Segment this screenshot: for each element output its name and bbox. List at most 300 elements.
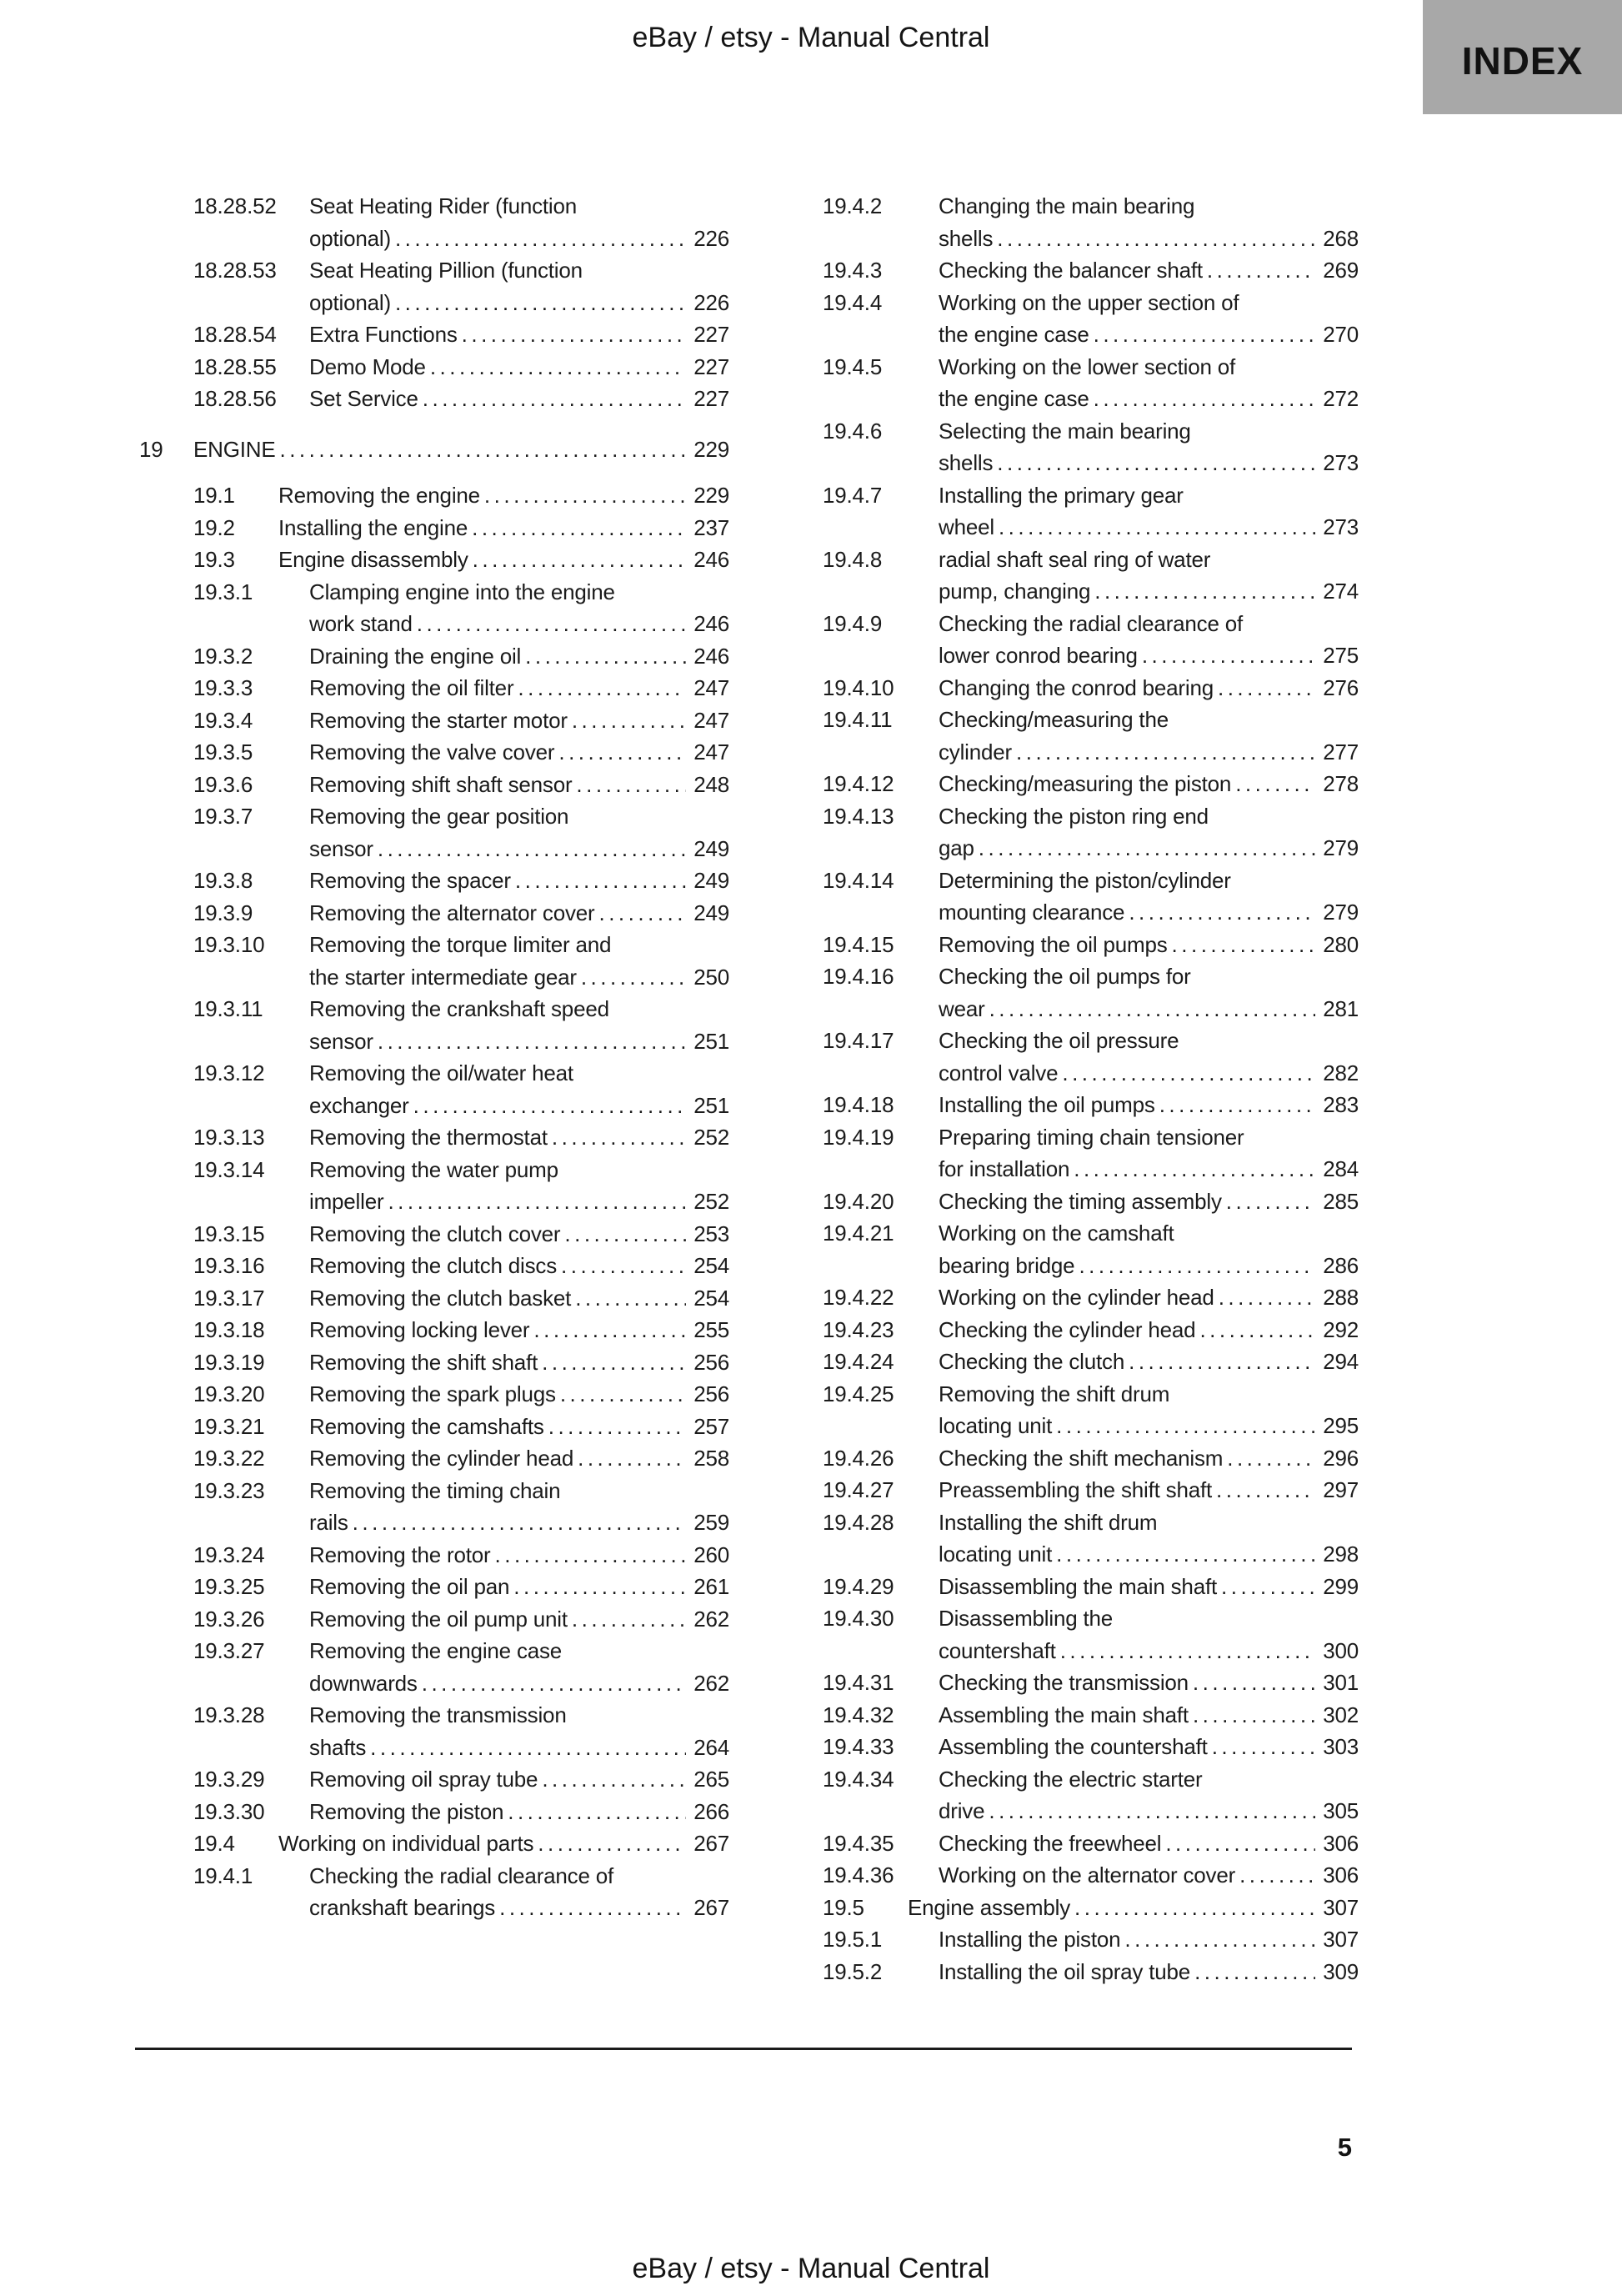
toc-entry-line: [939, 672, 1359, 704]
dot-leader: [422, 1667, 687, 1700]
toc-entry-line: [939, 800, 1359, 833]
toc-entry-title-text: Changing the conrod bearing: [939, 674, 1214, 700]
toc-entry-page-number: 226: [693, 289, 729, 315]
toc-entry-title-block: [939, 1923, 1359, 1956]
dot-leader: [999, 511, 1315, 544]
toc-entry-19.3.7: [193, 800, 729, 865]
toc-entry-line: [309, 1346, 729, 1379]
toc-entry-page-number: 250: [693, 964, 729, 990]
dot-leader: [997, 223, 1315, 255]
toc-entry-19.4.15: [823, 929, 1359, 961]
toc-entry-number: 19.4.29: [823, 1573, 894, 1599]
toc-entry-19.3.20: [193, 1378, 729, 1411]
toc-entry-page-number: 247: [693, 707, 729, 733]
toc-entry-title-block: [309, 1378, 729, 1411]
toc-entry-title-text: wear: [939, 995, 985, 1021]
toc-entry-title-block: [939, 415, 1359, 479]
toc-entry-line: [939, 1217, 1359, 1250]
toc-entry-title-block: [309, 1411, 729, 1443]
toc-entry-page-number: 267: [693, 1831, 729, 1856]
toc-entry-page-number: 295: [1323, 1413, 1359, 1438]
toc-entry-page-number: 264: [693, 1734, 729, 1760]
toc-entry-title-text: Removing the oil pan: [309, 1574, 510, 1599]
toc-entry-number: 19.3.8: [193, 868, 253, 893]
toc-entry-number: 19.4.1: [193, 1862, 253, 1888]
toc-entry-line: [309, 769, 729, 801]
toc-entry-title-text: Removing the engine: [278, 483, 480, 508]
toc-entry-line: [309, 383, 729, 415]
toc-entry-title-text: Removing the clutch discs: [309, 1253, 558, 1278]
toc-entry-19.4.34: [823, 1763, 1359, 1827]
dot-leader: [997, 447, 1315, 479]
toc-entry-line: [939, 1474, 1359, 1506]
toc-entry-19.4.19: [823, 1121, 1359, 1186]
toc-entry-line: [309, 1121, 729, 1154]
toc-entry-19.3.4: [193, 704, 729, 737]
toc-entry-page-number: 227: [693, 386, 729, 411]
toc-entry-19.4.27: [823, 1474, 1359, 1506]
toc-entry-19.3.14: [193, 1154, 729, 1218]
toc-entry-number: 19.3.2: [193, 643, 253, 669]
toc-entry-19.4.8: [823, 544, 1359, 608]
dot-leader: [423, 383, 686, 415]
toc-entry-title-block: [309, 1571, 729, 1603]
toc-entry-number: 19.1: [193, 483, 235, 508]
dot-leader: [1079, 1250, 1315, 1282]
toc-entry-page-number: 305: [1323, 1798, 1359, 1823]
toc-entry-line: [939, 511, 1359, 544]
dot-leader: [353, 1506, 687, 1539]
toc-entry-number: 19.4.15: [823, 931, 894, 957]
toc-entry-18.28.56: [193, 383, 729, 415]
toc-entry-title-text: Demo Mode: [309, 353, 426, 379]
toc-entry-title-block: [939, 960, 1359, 1025]
toc-entry-page-number: 281: [1323, 995, 1359, 1021]
toc-entry-19.4.31: [823, 1667, 1359, 1699]
dot-leader: [560, 1378, 686, 1411]
dot-leader: [388, 1186, 686, 1218]
toc-entry-line: [939, 1089, 1359, 1121]
toc-entry-19.4.35: [823, 1827, 1359, 1860]
dot-leader: [1239, 1859, 1315, 1892]
toc-entry-title-block: [939, 254, 1359, 287]
toc-entry-title-text: the starter intermediate gear: [309, 964, 577, 990]
dot-leader: [1165, 1827, 1315, 1860]
toc-entry-19.3.30: [193, 1796, 729, 1828]
toc-entry-19.4.26: [823, 1442, 1359, 1475]
toc-entry-title-block: [939, 1699, 1359, 1732]
dot-leader: [1056, 1410, 1315, 1442]
toc-entry-page-number: 261: [693, 1574, 729, 1599]
dot-leader: [542, 1763, 686, 1796]
toc-entry-title-block: [939, 704, 1359, 768]
toc-entry-page-number: 246: [693, 611, 729, 636]
toc-entry-title-text: Checking the shift mechanism: [939, 1445, 1224, 1471]
toc-entry-number: 19.3.13: [193, 1125, 265, 1150]
toc-entry-line: [309, 704, 729, 737]
toc-entry-page-number: 248: [693, 771, 729, 797]
dot-leader: [515, 865, 686, 897]
toc-entry-page-number: 267: [693, 1895, 729, 1920]
toc-entry-title-block: [939, 544, 1359, 608]
toc-entry-title-block: [939, 1281, 1359, 1314]
page-number: 5: [1337, 2133, 1352, 2162]
toc-entry-line: [309, 287, 729, 319]
toc-entry-line: [309, 608, 729, 640]
toc-entry-title-text: sensor: [309, 835, 373, 861]
toc-entry-title-text: the engine case: [939, 322, 1089, 347]
toc-entry-title-block: [309, 1860, 729, 1924]
dot-leader: [1235, 768, 1315, 800]
toc-entry-page-number: 255: [693, 1317, 729, 1342]
toc-entry-line: [309, 1539, 729, 1572]
toc-entry-title-block: [309, 640, 729, 673]
toc-entry-title-text: Extra Functions: [309, 322, 458, 347]
toc-entry-line: [309, 1763, 729, 1796]
toc-entry-page-number: 259: [693, 1510, 729, 1535]
toc-entry-title-block: [278, 479, 729, 512]
toc-entry-line: [309, 190, 729, 223]
toc-entry-19.4.11: [823, 704, 1359, 768]
toc-entry-number: 19.3.7: [193, 804, 253, 829]
toc-entry-number: 18.28.56: [193, 386, 277, 411]
toc-entry-title-text: Removing the camshafts: [309, 1413, 544, 1439]
toc-entry-number: 19.4.23: [823, 1316, 894, 1342]
toc-entry-page-number: 249: [693, 835, 729, 861]
toc-entry-19.4.17: [823, 1025, 1359, 1089]
toc-entry-line: [939, 1121, 1359, 1154]
toc-entry-19.3.1: [193, 576, 729, 640]
toc-entry-page-number: 258: [693, 1446, 729, 1471]
toc-entry-title-text: Removing the oil/water heat: [309, 1060, 573, 1085]
toc-entry-title-text: Removing the shift shaft: [309, 1349, 538, 1375]
toc-entry-19.5.2: [823, 1956, 1359, 1988]
toc-entry-page-number: 266: [693, 1798, 729, 1824]
toc-entry-title-block: [309, 1314, 729, 1346]
toc-entry-number: 19.4.14: [823, 867, 894, 893]
dot-leader: [1193, 1699, 1315, 1732]
toc-entry-18.28.53: [193, 254, 729, 318]
toc-entry-title-block: [939, 1346, 1359, 1378]
toc-entry-line: [309, 993, 729, 1025]
toc-entry-number: 19.4.7: [823, 482, 883, 508]
toc-entry-title-text: the engine case: [939, 386, 1089, 411]
toc-entry-title-text: bearing bridge: [939, 1252, 1075, 1278]
toc-entry-page-number: 229: [693, 436, 729, 462]
toc-entry-line: [309, 576, 729, 609]
toc-entry-title-text: Removing the transmission: [309, 1702, 567, 1727]
toc-entry-19.4.13: [823, 800, 1359, 865]
toc-entry-title-text: shells: [939, 225, 994, 251]
toc-entry-title-text: cylinder: [939, 739, 1012, 764]
toc-entry-title-text: downwards: [309, 1670, 418, 1696]
toc-entry-line: [939, 1538, 1359, 1571]
toc-entry-page-number: 284: [1323, 1156, 1359, 1181]
dot-leader: [572, 1603, 686, 1636]
toc-entry-19.3.17: [193, 1282, 729, 1315]
toc-entry-19.3.5: [193, 736, 729, 769]
toc-entry-line: [309, 1282, 729, 1315]
dot-leader: [1172, 929, 1316, 961]
toc-entry-number: 19.4.18: [823, 1092, 894, 1117]
toc-entry-title-text: Changing the main bearing: [939, 193, 1195, 218]
toc-entry-title-text: Draining the engine oil: [309, 643, 522, 669]
toc-entry-title-block: [309, 897, 729, 930]
toc-entry-title-block: [309, 1796, 729, 1828]
toc-entry-title-text: Preparing timing chain tensioner: [939, 1124, 1244, 1150]
toc-entry-page-number: 226: [693, 225, 729, 251]
toc-entry-19.3.21: [193, 1411, 729, 1443]
toc-entry-title-text: Disassembling the main shaft: [939, 1573, 1217, 1599]
toc-entry-page-number: 303: [1323, 1734, 1359, 1759]
toc-entry-number: 19.4.19: [823, 1124, 894, 1150]
toc-entry-number: 19.3.18: [193, 1317, 265, 1342]
toc-entry-title-block: [309, 1539, 729, 1572]
toc-entry-18.28.52: [193, 190, 729, 254]
toc-entry-title-text: sensor: [309, 1028, 373, 1054]
toc-entry-page-number: 307: [1323, 1927, 1359, 1952]
toc-entry-line: [939, 1025, 1359, 1057]
toc-entry-number: 19.4.32: [823, 1702, 894, 1727]
toc-entry-line: [309, 800, 729, 833]
toc-entry-19.4.25: [823, 1378, 1359, 1442]
toc-entry-title-text: control valve: [939, 1060, 1059, 1085]
dot-leader: [413, 1090, 687, 1122]
dot-leader: [989, 993, 1316, 1025]
dot-leader: [1193, 1667, 1315, 1699]
toc-entry-19.4.22: [823, 1281, 1359, 1314]
toc-entry-page-number: 273: [1323, 514, 1359, 539]
toc-entry-number: 19.4.17: [823, 1028, 894, 1053]
index-tab-label: INDEX: [1461, 38, 1584, 83]
toc-entry-19.3.19: [193, 1346, 729, 1379]
footer-rule: [135, 2048, 1352, 2050]
toc-entry-title-block: [939, 768, 1359, 800]
toc-entry-19.3.10: [193, 929, 729, 993]
toc-entry-line: [309, 318, 729, 351]
toc-entry-19.4.20: [823, 1186, 1359, 1218]
toc-entry-page-number: 270: [1323, 322, 1359, 347]
dot-leader: [1227, 1442, 1315, 1475]
toc-entry-title-text: Removing the engine case: [309, 1638, 563, 1663]
toc-entry-line: [939, 254, 1359, 287]
toc-entry-title-text: impeller: [309, 1189, 384, 1214]
dot-leader: [473, 544, 687, 576]
toc-entry-19.4.5: [823, 351, 1359, 415]
toc-entry-19.4.14: [823, 865, 1359, 929]
toc-entry-line: [309, 1186, 729, 1218]
toc-entry-title-block: [309, 1218, 729, 1251]
dot-leader: [1226, 1186, 1315, 1218]
toc-entry-number: 19.3.3: [193, 675, 253, 700]
toc-entry-line: [939, 415, 1359, 448]
toc-entry-line: [309, 1506, 729, 1539]
toc-entry-title-text: Clamping engine into the engine: [309, 579, 615, 604]
toc-entry-line: [939, 1506, 1359, 1539]
toc-entry-title-block: [309, 1603, 729, 1636]
toc-entry-number: 19.4.27: [823, 1477, 894, 1502]
toc-entry-line: [309, 1603, 729, 1636]
dot-leader: [395, 223, 686, 255]
toc-entry-line: [278, 512, 729, 544]
toc-entry-line: [939, 608, 1359, 640]
toc-entry-19.4.24: [823, 1346, 1359, 1378]
dot-leader: [1129, 1346, 1315, 1378]
toc-entry-title-text: Checking the electric starter: [939, 1766, 1203, 1792]
toc-entry-19.5: [823, 1892, 1359, 1924]
toc-entry-title-text: Removing the cylinder head: [309, 1446, 574, 1471]
dot-leader: [979, 832, 1315, 865]
toc-entry-page-number: 282: [1323, 1060, 1359, 1085]
toc-entry-title-block: [309, 672, 729, 704]
toc-entry-title-text: pump, changing: [939, 579, 1091, 604]
toc-entry-title-block: [939, 1314, 1359, 1346]
toc-entry-page-number: 296: [1323, 1445, 1359, 1471]
dot-leader: [1159, 1089, 1316, 1121]
dot-leader: [542, 1346, 686, 1379]
dot-leader: [598, 897, 686, 930]
toc-entry-title-block: [309, 1154, 729, 1218]
toc-entry-title-text: Removing the valve cover: [309, 739, 555, 764]
toc-entry-page-number: 297: [1323, 1477, 1359, 1502]
dot-leader: [552, 1121, 686, 1154]
toc-entry-19.4.4: [823, 287, 1359, 351]
toc-entry-line: [309, 1314, 729, 1346]
dot-leader: [1074, 1892, 1315, 1924]
toc-entry-title-text: Preassembling the shift shaft: [939, 1477, 1213, 1502]
toc-entry-title-text: locating unit: [939, 1542, 1053, 1567]
dot-leader: [538, 1827, 686, 1860]
toc-entry-page-number: 254: [693, 1285, 729, 1311]
toc-entry-18.28.54: [193, 318, 729, 351]
toc-entry-title-block: [309, 1121, 729, 1154]
toc-entry-number: 19.4.12: [823, 771, 894, 796]
toc-entry-title-text: Removing the spacer: [309, 868, 511, 893]
toc-entry-title-text: shafts: [309, 1734, 367, 1760]
toc-entry-line: [939, 1442, 1359, 1475]
toc-entry-line: [939, 736, 1359, 769]
toc-entry-line: [939, 1153, 1359, 1186]
dot-leader: [1216, 1474, 1315, 1506]
toc-entry-title-text: Removing oil spray tube: [309, 1767, 538, 1792]
toc-entry-title-block: [309, 318, 729, 351]
toc-entry-line: [939, 929, 1359, 961]
toc-entry-title-block: [309, 576, 729, 640]
toc-entry-line: [939, 383, 1359, 415]
toc-entry-title-block: [939, 1217, 1359, 1281]
toc-entry-line: [278, 1827, 729, 1860]
toc-entry-number: 19.4.34: [823, 1766, 894, 1792]
toc-entry-line: [939, 1346, 1359, 1378]
toc-entry-title-block: [939, 1025, 1359, 1089]
toc-entry-page-number: 252: [693, 1125, 729, 1150]
toc-entry-page-number: 292: [1323, 1316, 1359, 1342]
toc-entry-line: [309, 1732, 729, 1764]
toc-entry-title-text: work stand: [309, 611, 413, 636]
dot-leader: [1129, 896, 1315, 929]
dot-leader: [395, 287, 686, 319]
dot-leader: [1199, 1314, 1315, 1346]
toc-entry-number: 19.4: [193, 1831, 235, 1856]
toc-entry-title-text: crankshaft bearings: [309, 1895, 496, 1920]
toc-entry-line: [193, 434, 729, 466]
toc-entry-title-text: Checking the balancer shaft: [939, 258, 1203, 283]
toc-entry-19.3.3: [193, 672, 729, 704]
toc-entry-title-block: [939, 1731, 1359, 1763]
toc-entry-title-text: Removing the clutch cover: [309, 1221, 561, 1246]
toc-entry-title-text: Checking the timing assembly: [939, 1188, 1222, 1214]
toc-entry-number: 19.4.25: [823, 1381, 894, 1406]
toc-entry-title-block: [278, 512, 729, 544]
toc-entry-number: 18.28.53: [193, 258, 277, 283]
toc-entry-line: [278, 479, 729, 512]
toc-entry-line: [939, 1571, 1359, 1603]
toc-entry-page-number: 302: [1323, 1702, 1359, 1727]
dot-leader: [1016, 736, 1315, 769]
toc-entry-number: 19.3.15: [193, 1221, 265, 1246]
toc-entry-page-number: 251: [693, 1028, 729, 1054]
toc-entry-title-text: Removing the timing chain: [309, 1477, 561, 1503]
dot-leader: [533, 1314, 686, 1346]
toc-entry-number: 19.5.1: [823, 1927, 883, 1952]
toc-entry-number: 19.3.26: [193, 1606, 265, 1632]
toc-entry-line: [309, 1378, 729, 1411]
toc-entry-19.3.23: [193, 1475, 729, 1539]
toc-entry-number: 19.3.28: [193, 1702, 265, 1727]
toc-entry-line: [939, 993, 1359, 1025]
toc-entry-title-text: ENGINE: [193, 436, 276, 462]
toc-entry-page-number: 274: [1323, 579, 1359, 604]
toc-entry-19.3.29: [193, 1763, 729, 1796]
dot-leader: [1062, 1057, 1315, 1090]
toc-entry-title-text: Engine disassembly: [278, 547, 468, 572]
toc-entry-19.4.30: [823, 1602, 1359, 1667]
toc-entry-title-block: [278, 1827, 729, 1860]
dot-leader: [1094, 318, 1316, 351]
toc-entry-line: [939, 318, 1359, 351]
toc-entry-title-block: [193, 434, 729, 466]
toc-entry-title-text: Working on the cylinder head: [939, 1285, 1214, 1310]
toc-entry-title-block: [309, 383, 729, 415]
toc-entry-19.5.1: [823, 1923, 1359, 1956]
toc-entry-19.4.2: [823, 190, 1359, 254]
toc-entry-line: [939, 1250, 1359, 1282]
toc-entry-title-block: [278, 544, 729, 576]
toc-entry-page-number: 262: [693, 1606, 729, 1632]
toc-entry-number: 18.28.54: [193, 322, 277, 347]
toc-entry-page-number: 294: [1323, 1349, 1359, 1374]
toc-entry-title-text: locating unit: [939, 1413, 1053, 1438]
toc-entry-title-text: Checking/measuring the: [939, 707, 1169, 732]
toc-entry-number: 19.4.8: [823, 546, 883, 572]
toc-entry-number: 19.3.25: [193, 1574, 265, 1599]
toc-entry-line: [939, 1859, 1359, 1892]
toc-entry-line: [309, 736, 729, 769]
toc-entry-page-number: 278: [1323, 771, 1359, 796]
toc-entry-number: 19.4.5: [823, 353, 883, 379]
dot-leader: [1060, 1635, 1316, 1667]
toc-entry-19.3.28: [193, 1699, 729, 1763]
toc-entry-line: [939, 351, 1359, 384]
toc-entry-page-number: 279: [1323, 900, 1359, 925]
toc-entry-line: [939, 1281, 1359, 1314]
toc-entry-title-block: [309, 769, 729, 801]
toc-entry-number: 19.4.10: [823, 674, 894, 700]
toc-entry-line: [309, 351, 729, 384]
toc-entry-title-block: [939, 929, 1359, 961]
toc-entry-number: 19.4.3: [823, 258, 883, 283]
toc-entry-title-block: [939, 1186, 1359, 1218]
